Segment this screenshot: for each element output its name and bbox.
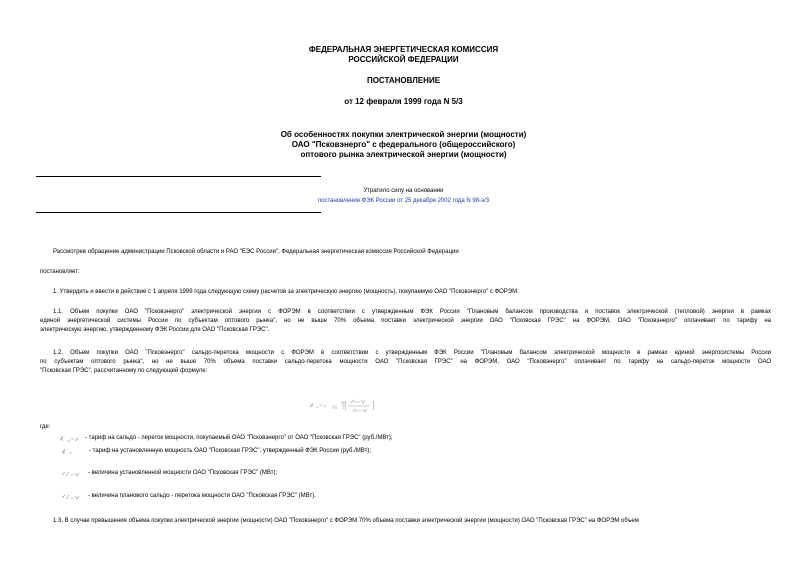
title-line: ОАО "Псковэнерго" с федерального (общероссийского): [291, 140, 516, 149]
paragraph-1-1-line: электрическую энергию, утвержденному ФЭК России для ОАО "Псковская ГРЭС".: [40, 327, 270, 333]
paragraph-1-1-line: 1.1. Объем покупки ОАО "Псковэнерго" электрической энергии с ФОРЭМ в соответствии с утвержденным ФЭК России "Плановым балансом производства и поставок электрической (тепловой) энергии в рамках: [53, 309, 771, 315]
title-line: Об особенностях покупки электрической энергии (мощности): [280, 130, 527, 139]
flow-symbol-image: [60, 492, 82, 502]
definition-line: - тариф на сальдо - переток мощности, покупаемый ОАО "Псковэнерго" от ОАО "Псковская ГРЭС" (руб./МВт);: [85, 435, 393, 441]
document-type: ПОСТАНОВЛЕНИЕ: [366, 76, 441, 85]
capacity-symbol-image: [60, 469, 82, 479]
paragraph-1-1-line: единой энергетической системы России по субъектам оптового рынка", но не выше 70% объема поставки электрической энергии ОАО "Псковская ГРЭС" на ФОРЭМ, ОАО "Псковэнерго" оплачивает по тарифу на: [40, 318, 771, 324]
definition-line: - тариф на установленную мощность ОАО "Псковская ГРЭС", утвержденный ФЭК России (руб./МВт);: [89, 448, 372, 454]
decree-word: постановляет:: [40, 269, 80, 275]
federation-name: РОССИЙСКОЙ ФЕДЕРАЦИИ: [348, 55, 459, 64]
paragraph-1: 1. Утвердить и ввести в действие с 1 апреля 1999 года следующую схему расчетов за электрическую энергию (мощность), покупаемую ОАО "Псковэнерго" с ФОРЭМ:: [53, 289, 519, 295]
paragraph-1-2-line: "Псковская ГРЭС", рассчитанному по следующей формуле:: [40, 368, 208, 374]
paragraph-1-2-line: 1.2. Объем покупки ОАО "Псковэнерго" сальдо-перетока мощности с ФОРЭМ в соответствии с утвержденным ФЭК России "Плановым балансом электрической мощности в рамках единой энергосистемы России: [53, 350, 771, 356]
status-note: Утратило силу на основании: [363, 188, 444, 194]
title-line: оптового рынка электрической энергии (мощности): [300, 150, 507, 159]
commission-name: ФЕДЕРАЛЬНАЯ ЭНЕРГЕТИЧЕСКАЯ КОМИССИЯ: [308, 45, 499, 54]
paragraph-1-3: 1.3. В случае превышения объема покупки электрической энергии (мощности) ОАО "Псковэнерго" с ФОРЭМ 70% объема поставки электрической энергии (мощности) ОАО "Псковская ГРЭС" на ФОРЭМ объем: [53, 518, 639, 524]
tariff-formula-image: [308, 395, 378, 417]
divider: [36, 176, 321, 177]
repeal-link[interactable]: постановления ФЭК России от 25 декабря 2002 года N 98-э/3: [317, 198, 490, 204]
intro-paragraph: Рассмотрев обращение администрации Псковской области и РАО "ЕЭС России", Федеральная энергетическая комиссия Российской Федерации: [53, 249, 459, 255]
definition-line: - величина установленной мощности ОАО "Псковская ГРЭС" (МВт);: [88, 470, 278, 476]
tariff-symbol-image: [60, 447, 82, 457]
document-date-number: от 12 февраля 1999 года N 5/3: [344, 97, 463, 106]
divider: [36, 212, 321, 213]
tariff-symbol-image: [58, 434, 80, 444]
definition-line: - величина планового сальдо - перетока мощности ОАО "Псковская ГРЭС" (МВт).: [88, 493, 316, 499]
where-label: где:: [40, 424, 51, 430]
paragraph-1-2-line: по субъектам оптового рынка", но не выше 70% объема поставки сальдо-перетока мощности ОАО "Псковская ГРЭС" на ФОРЭМ, ОАО "Псковэнерго" оплачивает по тарифу на сальдо-переток мощности ОАО: [40, 359, 771, 365]
